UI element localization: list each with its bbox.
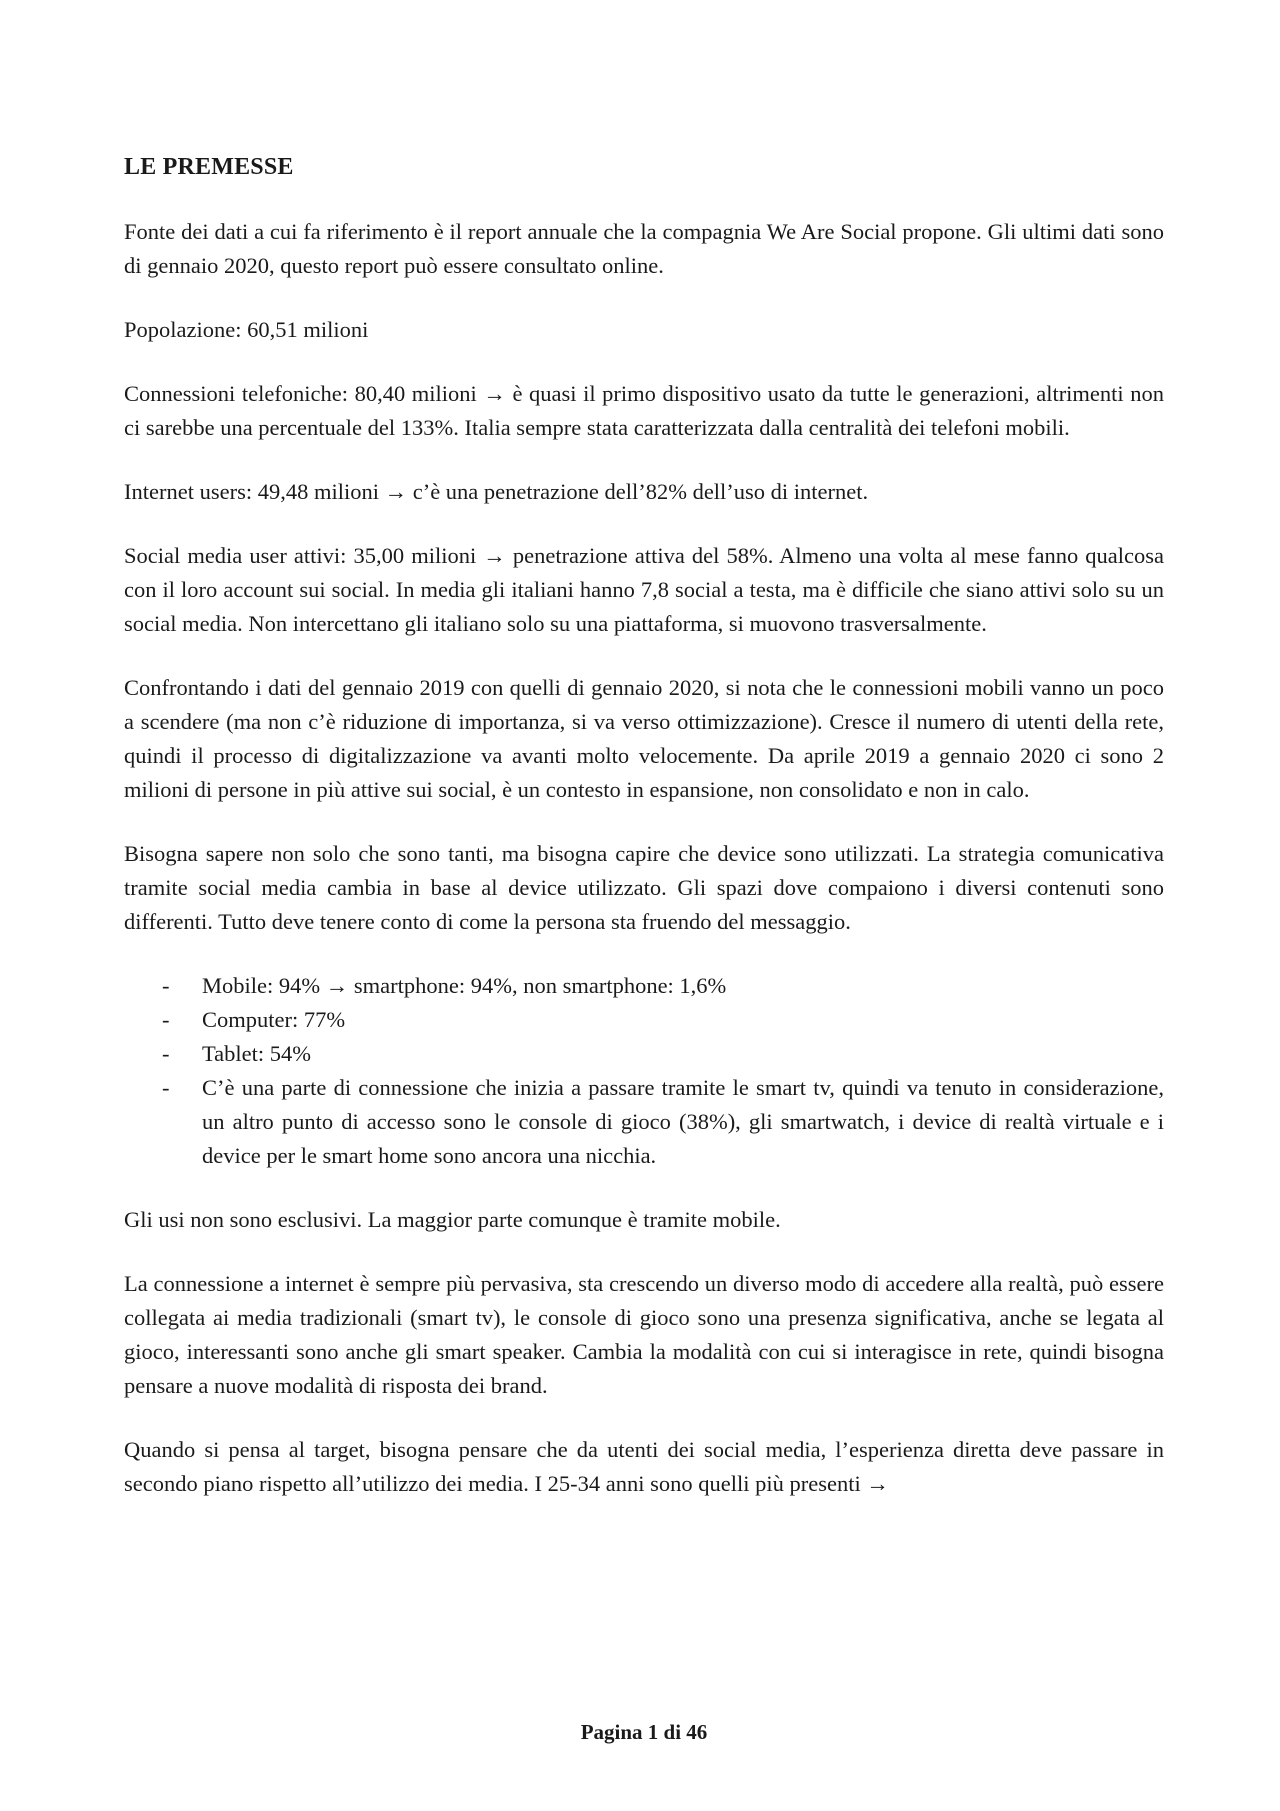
paragraph-target: Quando si pensa al target, bisogna pensare che da utenti dei social media, l’esperienza diretta deve passare in secondo piano rispetto all’utilizzo dei media. I 25-34 anni sono quelli più presenti →: [124, 1437, 1164, 1496]
bullet-dash: -: [162, 1007, 170, 1032]
bullet-dash: -: [162, 973, 170, 998]
paragraph-devices: Bisogna sapere non solo che sono tanti, ma bisogna capire che device sono utilizzati. La strategia comunicativa tramite social media cambia in base al device utilizzato. Gli spazi dove compaiono i diversi contenuti sono differenti. Tutto deve tenere conto di come la persona sta fruendo del messaggio.: [124, 841, 1164, 934]
list-item: - Mobile: 94% → smartphone: 94%, non smartphone: 1,6%: [124, 969, 1164, 1003]
paragraph-usage: Gli usi non sono esclusivi. La maggior parte comunque è tramite mobile.: [124, 1207, 781, 1232]
document-page: [124, 0, 1164, 1811]
paragraph-comparison: Confrontando i dati del gennaio 2019 con quelli di gennaio 2020, si nota che le connessioni mobili vanno un poco a scendere (ma non c’è riduzione di importanza, si va verso ottimizzazione). Cresce il numero di utenti della rete, quindi il processo di digitalizzazione va avanti molto velocemente. Da aprile 2019 a gennaio 2020 ci sono 2 milioni di persone in più attive sui social, è un contesto in espansione, non consolidato e non in calo.: [124, 675, 1164, 802]
paragraph-phone-connections: Connessioni telefoniche: 80,40 milioni → è quasi il primo dispositivo usato da tutte le generazioni, altrimenti non ci sarebbe una percentuale del 133%. Italia sempre stata caratterizzata dalla centralità dei telefoni mobili.: [124, 381, 1164, 440]
section-heading: LE PREMESSE: [124, 154, 294, 180]
list-item: - C’è una parte di connessione che inizia a passare tramite le smart tv, quindi va tenuto in considerazione, un altro punto di accesso sono le console di gioco (38%), gli smartwatch, i device di realtà virtuale e i device per le smart home sono ancora una nicchia.: [124, 1071, 1164, 1173]
paragraph-connection: La connessione a internet è sempre più pervasiva, sta crescendo un diverso modo di accedere alla realtà, può essere collegata ai media tradizionali (smart tv), le console di gioco sono una presenza significativa, anche se legata al gioco, interessanti sono anche gli smart speaker. Cambia la modalità con cui si interagisce in rete, quindi bisogna pensare a nuove modalità di risposta dei brand.: [124, 1271, 1164, 1398]
list-item: - Tablet: 54%: [124, 1037, 1164, 1071]
paragraph-source: Fonte dei dati a cui fa riferimento è il report annuale che la compagnia We Are Social propone. Gli ultimi dati sono di gennaio 2020, questo report può essere consultato online.: [124, 219, 1164, 278]
body-text: [124, 215, 1164, 1501]
paragraph-social-media-users: Social media user attivi: 35,00 milioni → penetrazione attiva del 58%. Almeno una volta al mese fanno qualcosa con il loro account sui social. In media gli italiani hanno 7,8 social a testa, ma è difficile che siano attivi solo su un social media. Non intercettano gli italiano solo su una piattaforma, si muovono trasversalmente.: [124, 543, 1164, 636]
paragraph-population: Popolazione: 60,51 milioni: [124, 317, 369, 342]
page-number: Pagina 1 di 46: [580, 1720, 708, 1744]
paragraph-internet-users: Internet users: 49,48 milioni → c’è una penetrazione dell’82% dell’uso di internet.: [124, 479, 869, 504]
list-item: - Computer: 77%: [124, 1003, 1164, 1037]
bullet-dash: -: [162, 1075, 170, 1100]
bullet-dash: -: [162, 1041, 170, 1066]
device-list: [124, 969, 1164, 1173]
